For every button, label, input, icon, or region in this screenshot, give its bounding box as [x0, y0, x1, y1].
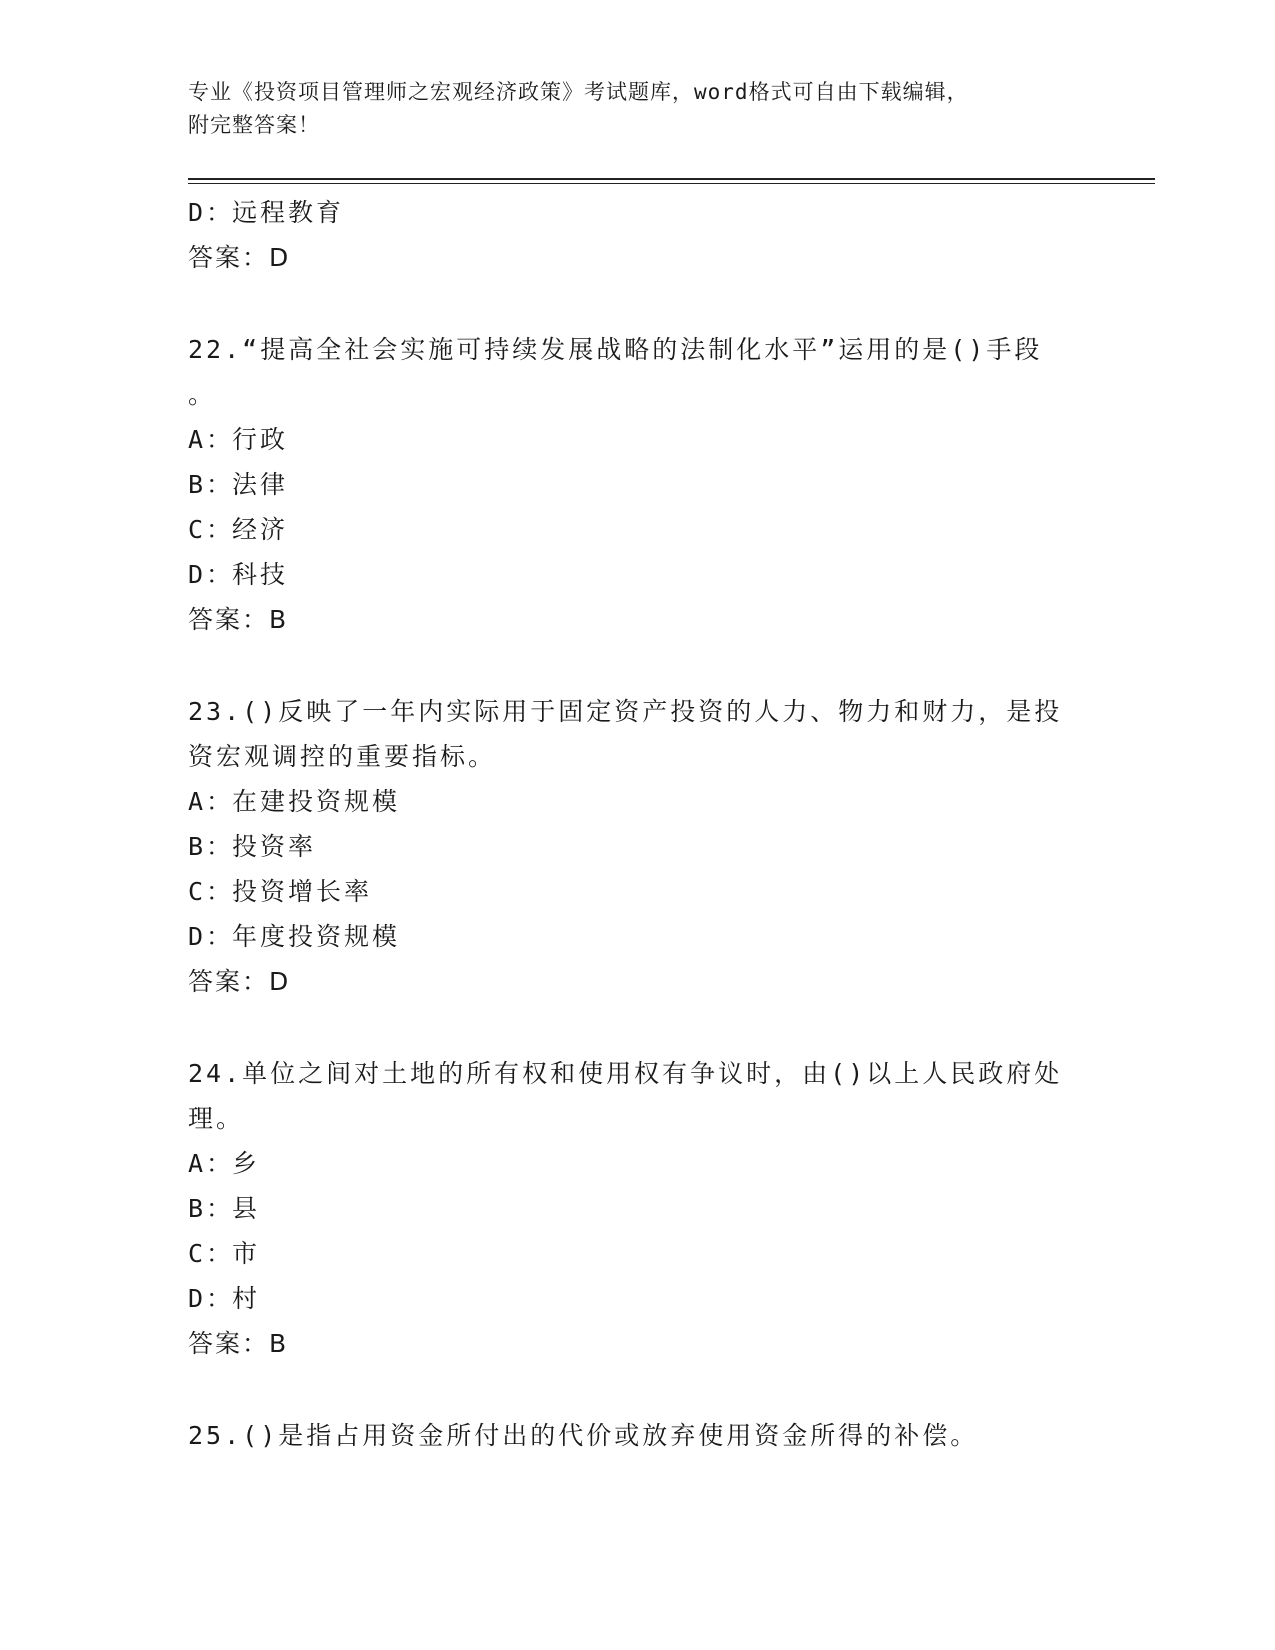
option-text: 在建投资规模	[232, 787, 401, 816]
option-b	[188, 1186, 1088, 1231]
option-c	[188, 507, 1088, 552]
question-text: 23.()反映了一年内实际用于固定资产投资的人力、物力和财力，是投	[188, 697, 1063, 726]
option-text: 行政	[232, 425, 289, 454]
question-text-continued: 资宏观调控的重要指标。	[188, 742, 497, 771]
option-text: 村	[232, 1284, 261, 1313]
option-a	[188, 779, 1088, 824]
question-text: 22.“提高全社会实施可持续发展战略的法制化水平”运用的是()手段	[188, 335, 1043, 364]
header-line-2: 附完整答案！	[188, 113, 320, 137]
option-b	[188, 824, 1088, 869]
option-d	[188, 190, 1088, 235]
option-label: A：	[188, 787, 235, 816]
option-text: 投资增长率	[232, 877, 373, 906]
question-22	[188, 327, 1088, 642]
document-header	[188, 76, 1068, 142]
option-label: C：	[188, 1239, 235, 1268]
option-text: 经济	[232, 515, 289, 544]
option-c	[188, 869, 1088, 914]
question-text: 24.单位之间对土地的所有权和使用权有争议时，由()以上人民政府处	[188, 1059, 1063, 1088]
question-23	[188, 689, 1088, 1004]
answer: 答案：D	[188, 967, 291, 996]
option-a	[188, 1141, 1088, 1186]
header-divider	[188, 178, 1155, 180]
option-label: D：	[188, 922, 235, 951]
answer: 答案：B	[188, 1329, 289, 1358]
option-text: 年度投资规模	[232, 922, 401, 951]
option-label: B：	[188, 1194, 235, 1223]
header-line-1: 专业《投资项目管理师之宏观经济政策》考试题库，word格式可自由下载编辑，	[188, 80, 969, 104]
option-d	[188, 914, 1088, 959]
option-text: 法律	[232, 470, 289, 499]
option-label: B：	[188, 470, 235, 499]
option-a	[188, 417, 1088, 462]
question-25	[188, 1413, 1088, 1458]
option-label: D：	[188, 560, 235, 589]
answer: 答案：B	[188, 605, 289, 634]
question-text-continued: 。	[188, 380, 217, 409]
option-d	[188, 1276, 1088, 1321]
option-text: 远程教育	[232, 198, 345, 227]
option-d	[188, 552, 1088, 597]
option-label: C：	[188, 877, 235, 906]
option-label: A：	[188, 1149, 235, 1178]
option-text: 市	[232, 1239, 261, 1268]
option-b	[188, 462, 1088, 507]
question-list	[188, 190, 1088, 1458]
option-label: D：	[188, 1284, 235, 1313]
question-text: 25.()是指占用资金所付出的代价或放弃使用资金所得的补偿。	[188, 1421, 979, 1450]
option-text: 乡	[232, 1149, 261, 1178]
option-label: A：	[188, 425, 235, 454]
question-24	[188, 1051, 1088, 1366]
answer: 答案：D	[188, 243, 291, 272]
option-text: 科技	[232, 560, 289, 589]
option-label: C：	[188, 515, 235, 544]
header-divider-thin	[188, 183, 1155, 184]
option-text: 县	[232, 1194, 261, 1223]
option-c	[188, 1231, 1088, 1276]
option-label: D：	[188, 198, 235, 227]
option-label: B：	[188, 832, 235, 861]
option-text: 投资率	[232, 832, 317, 861]
question-text-continued: 理。	[188, 1104, 245, 1133]
